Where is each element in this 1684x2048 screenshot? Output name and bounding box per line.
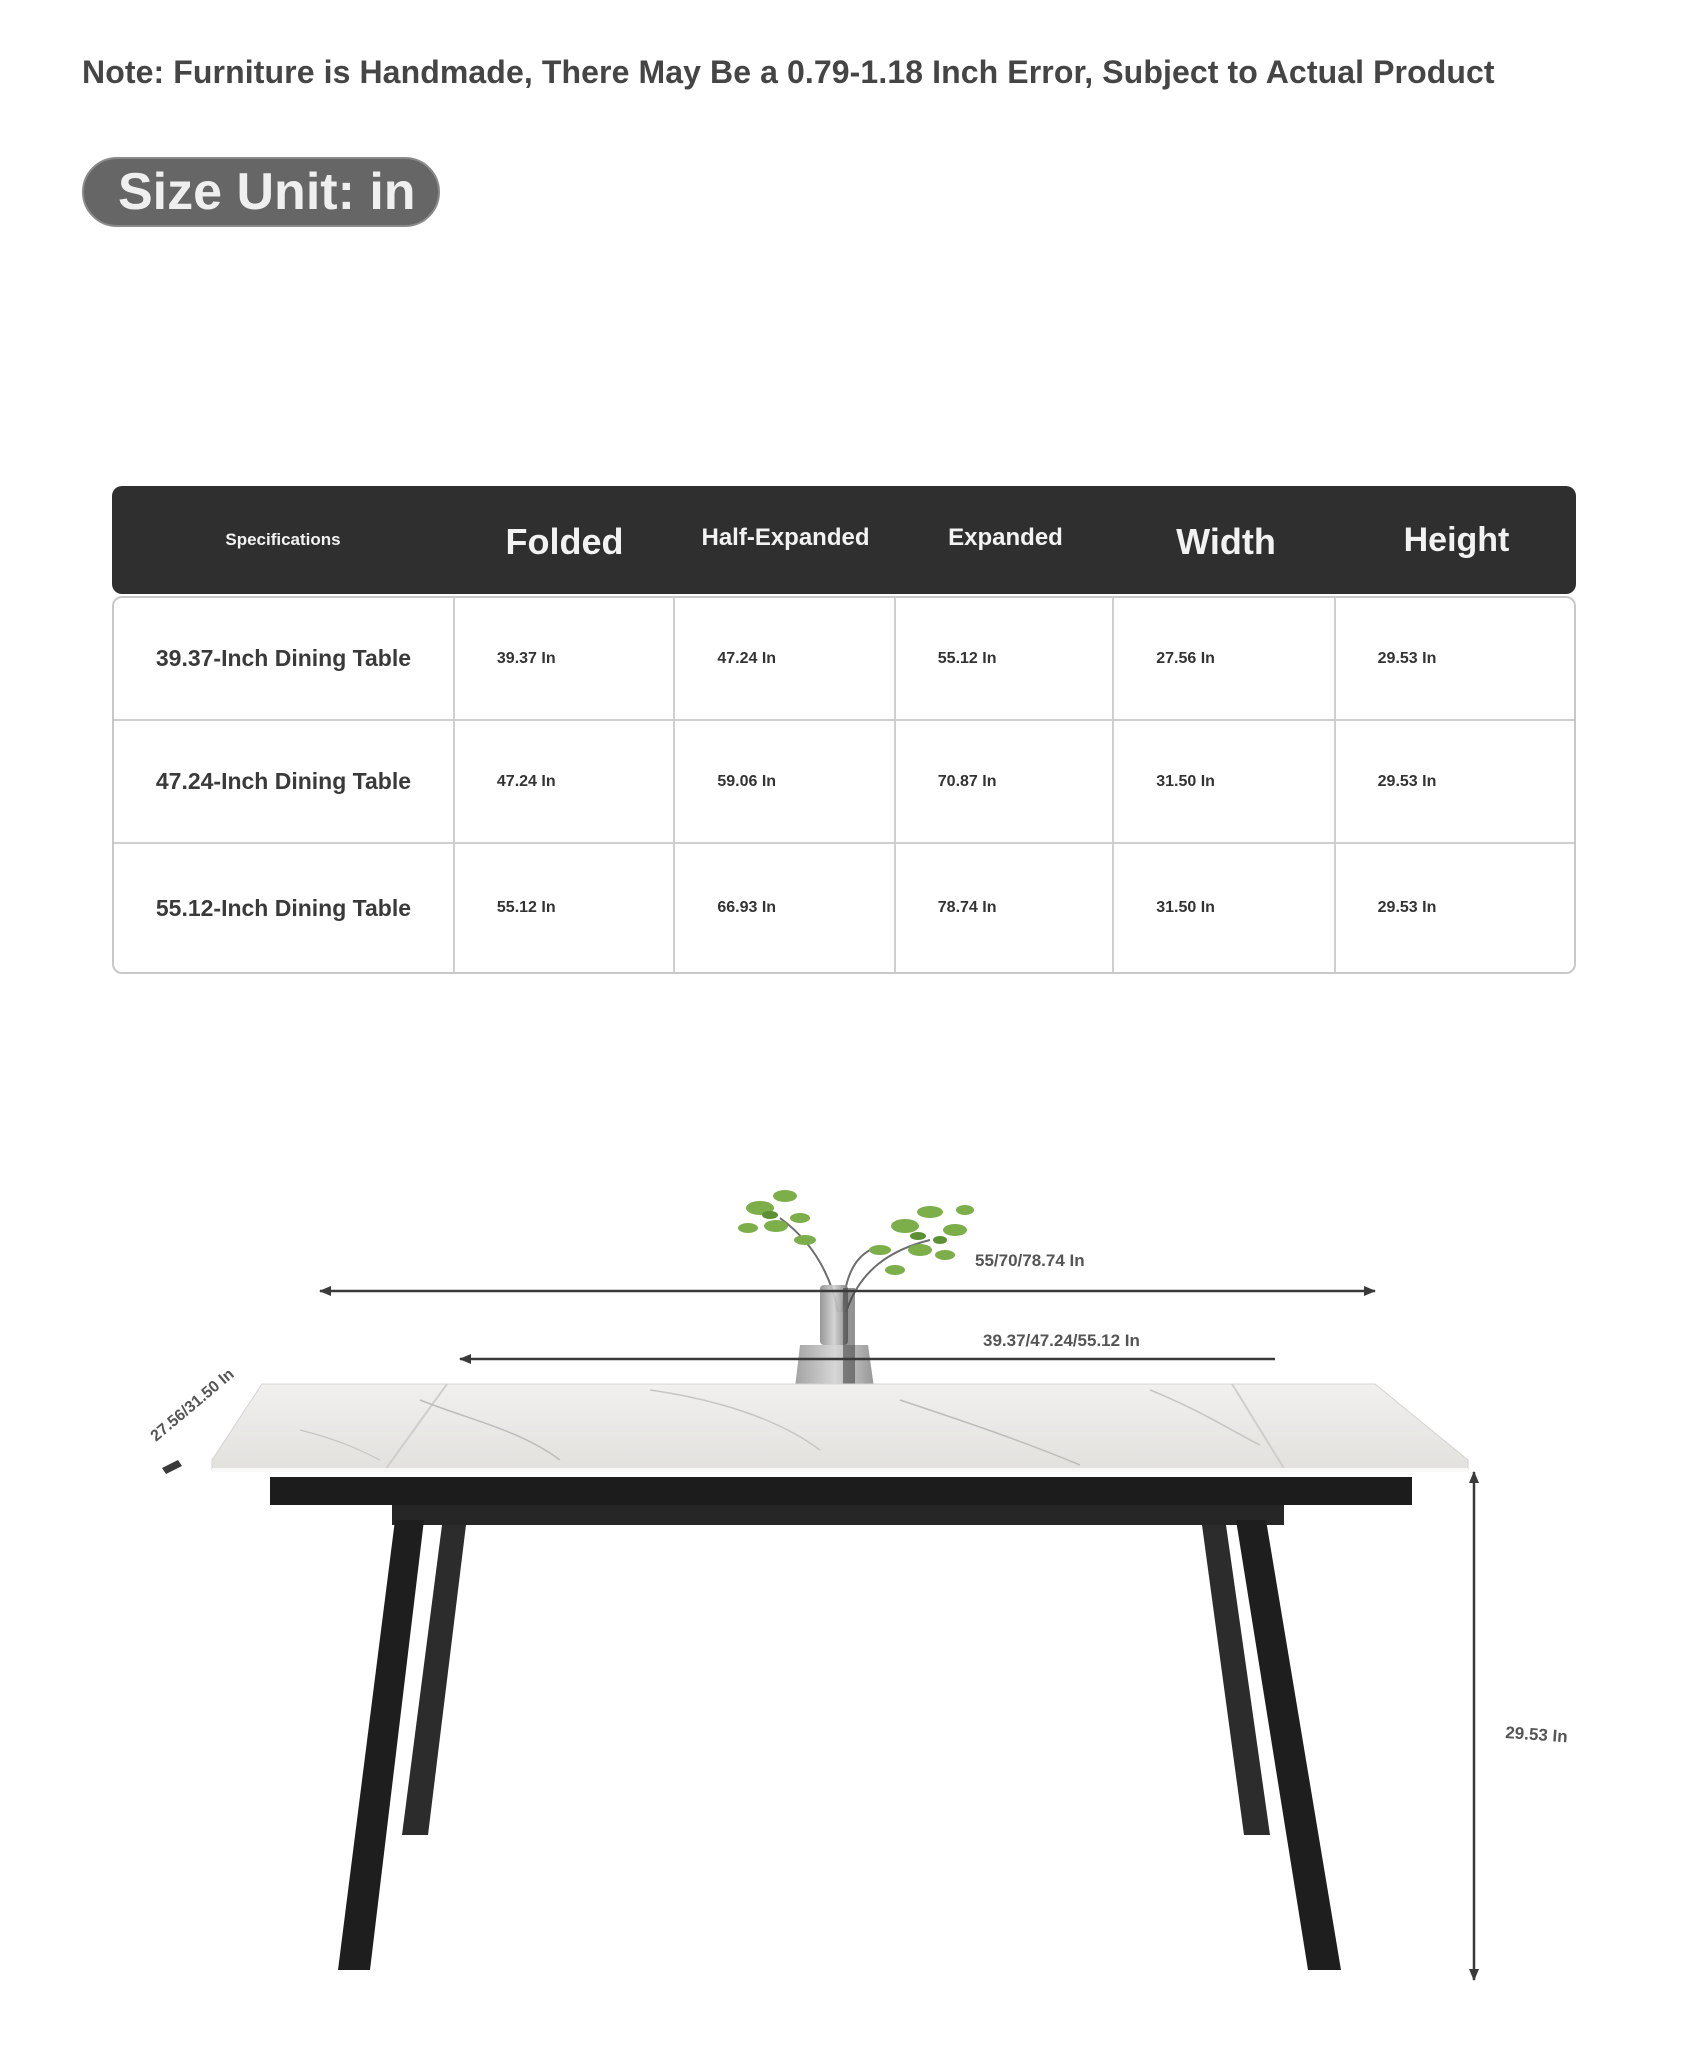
tabletop bbox=[212, 1384, 1468, 1470]
cell-folded: 47.24 In bbox=[455, 721, 675, 842]
cell-height: 29.53 In bbox=[1377, 772, 1437, 790]
dimension-diagram bbox=[0, 1100, 1684, 2048]
cell-folded: 55.12 In bbox=[455, 844, 675, 972]
cell-expanded: 78.74 In bbox=[896, 844, 1114, 972]
cell-half-expanded: 66.93 In bbox=[675, 844, 895, 972]
depth-label: 27.56/31.50 In bbox=[147, 1365, 238, 1446]
size-unit-label: Size Unit: in bbox=[118, 163, 416, 221]
handmade-note: Note: Furniture is Handmade, There May Be a 0.79-1.18 Inch Error, Subject to Actual Product bbox=[82, 54, 1495, 90]
table-header bbox=[112, 486, 1576, 594]
row-name: 47.24-Inch Dining Table bbox=[114, 721, 455, 842]
expanded-length-label: 55/70/78.74 In bbox=[975, 1251, 1085, 1270]
table-apron bbox=[270, 1477, 1412, 1505]
table-body bbox=[112, 596, 1576, 974]
folded-length-label: 39.37/47.24/55.12 In bbox=[983, 1331, 1140, 1350]
header-specifications: Specifications bbox=[225, 530, 341, 549]
cell-height: 29.53 In bbox=[1377, 649, 1437, 667]
table-illustration bbox=[212, 1384, 1468, 1970]
height-label: 29.53 In bbox=[1504, 1723, 1569, 1747]
header-half-expanded: Half-Expanded bbox=[701, 524, 870, 551]
row-name: 55.12-Inch Dining Table bbox=[114, 844, 455, 972]
specifications-table bbox=[112, 486, 1576, 974]
cell-folded: 39.37 In bbox=[455, 598, 675, 719]
table-row bbox=[114, 844, 1574, 972]
cell-half-expanded: 47.24 In bbox=[675, 598, 895, 719]
plant-decoration bbox=[738, 1190, 974, 1312]
cell-height: 29.53 In bbox=[1377, 899, 1437, 916]
header-height: Height bbox=[1403, 520, 1510, 559]
size-unit-badge bbox=[82, 157, 440, 227]
table-row bbox=[114, 598, 1574, 721]
header-width: Width bbox=[1176, 521, 1276, 562]
cell-expanded: 55.12 In bbox=[896, 598, 1114, 719]
row-name: 39.37-Inch Dining Table bbox=[114, 598, 455, 719]
front-left-leg bbox=[338, 1520, 424, 1970]
cell-width: 31.50 In bbox=[1114, 844, 1335, 972]
cell-width: 27.56 In bbox=[1114, 598, 1335, 719]
depth-marker bbox=[162, 1460, 182, 1474]
cell-half-expanded: 59.06 In bbox=[675, 721, 895, 842]
header-expanded: Expanded bbox=[948, 524, 1063, 551]
cell-expanded: 70.87 In bbox=[896, 721, 1114, 842]
cell-width: 31.50 In bbox=[1114, 721, 1335, 842]
header-folded: Folded bbox=[505, 521, 624, 562]
table-row bbox=[114, 721, 1574, 844]
